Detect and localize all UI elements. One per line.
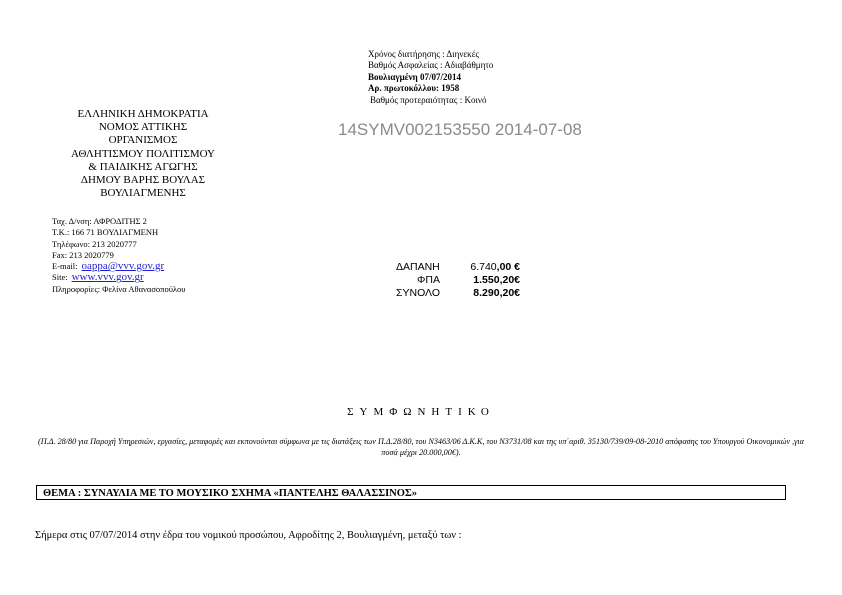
expense-value-dec: ,00 € [496, 261, 521, 273]
priority-level: Βαθμός προτεραιότητας : Κοινό [370, 94, 487, 105]
vat-label: ΦΠΑ [417, 274, 441, 286]
expense-value [444, 261, 520, 274]
site-label: Site: [52, 272, 68, 283]
expense-row [396, 261, 520, 274]
contact-site-row [52, 272, 186, 283]
total-value: 8.290,20€ [473, 287, 521, 299]
expense-label: ΔΑΠΑΝΗ [396, 261, 440, 273]
email-label: E-mail: [52, 261, 78, 272]
document-metadata [368, 49, 493, 106]
document-id-stamp: 14SYMV002153550 2014-07-08 [338, 120, 582, 139]
contact-fax: Fax: 213 2020779 [52, 249, 114, 260]
posted-date: Βουλιαγμένη 07/07/2014 [368, 71, 461, 82]
security-level: Βαθμός Ασφαλείας : Αδιαβάθμητο [368, 60, 494, 71]
contact-block [52, 216, 186, 295]
org-line: ΑΘΛΗΤΙΣΜΟΥ ΠΟΛΙΤΙΣΜΟΥ [71, 147, 215, 160]
subject-box: ΘΕΜΑ : ΣΥΝΑΥΛΙΑ ΜΕ ΤΟ ΜΟΥΣΙΚΟ ΣΧΗΜΑ «ΠΑΝΤΕΛΗΣ ΘΑΛΑΣΣΙΝΟΣ» [36, 485, 786, 500]
contact-address: Ταχ. Δ/νση: ΑΦΡΟΔΙΤΗΣ 2 [52, 216, 147, 226]
expense-value-int: 6.740 [470, 261, 497, 273]
site-link[interactable]: www.vvv.gov.gr [71, 271, 144, 284]
organization-header [38, 108, 248, 200]
org-line: ΔΗΜΟΥ ΒΑΡΗΣ ΒΟΥΛΑΣ [80, 174, 206, 187]
total-label: ΣΥΝΟΛΟ [396, 287, 441, 299]
total-row [396, 287, 520, 300]
org-line: ΟΡΓΑΝΙΣΜΟΣ [108, 134, 178, 147]
org-line: & ΠΑΙΔΙΚΗΣ ΑΓΩΓΗΣ [88, 160, 198, 173]
amounts-table [396, 261, 520, 300]
email-link[interactable]: oappa@vvv.gov.gr [81, 260, 165, 273]
org-line: ΝΟΜΟΣ ΑΤΤΙΚΗΣ [98, 121, 188, 134]
vat-row [396, 274, 520, 287]
intro-text: Σήμερα στις 07/07/2014 στην έδρα του νομικού προσώπου, Αφροδίτης 2, Βουλιαγμένη, μεταξύ των : [35, 530, 462, 541]
contact-info: Πληροφορίες: Φελίνα Αθανασοπούλου [52, 283, 186, 294]
org-line: ΒΟΥΛΙΑΓΜΕΝΗΣ [100, 187, 186, 200]
vat-value: 1.550,20€ [473, 274, 521, 286]
org-line: ΕΛΛΗΝΙΚΗ ΔΗΜΟΚΡΑΤΙΑ [77, 108, 209, 120]
contact-postal: Τ.Κ.: 166 71 ΒΟΥΛΙΑΓΜΕΝΗ [52, 227, 159, 238]
document-title: ΣΥΜΦΩΝΗΤΙΚΟ [347, 406, 495, 418]
retention-time: Χρόνος διατήρησης : Διηνεκές [368, 49, 480, 59]
legal-note: (Π.Δ. 28/80 για Παροχή Υπηρεσιών, εργασίες, μεταφορές και εκπονούνται σύμφωνα με τις διατάξεις των Π.Δ.28/80, του Ν3463/06 Δ.Κ.Κ, του Ν3731/08 και της υπ΄αριθ. 35130/739/09-08-2010 απόφασης του Υπουργού Οικονομικών ,για ποσά μέχρι 20.000,00€). [38, 437, 804, 457]
protocol-number: Αρ. πρωτοκόλλου: 1958 [368, 83, 460, 94]
contact-phone: Τηλέφωνο: 213 2020777 [52, 238, 137, 249]
